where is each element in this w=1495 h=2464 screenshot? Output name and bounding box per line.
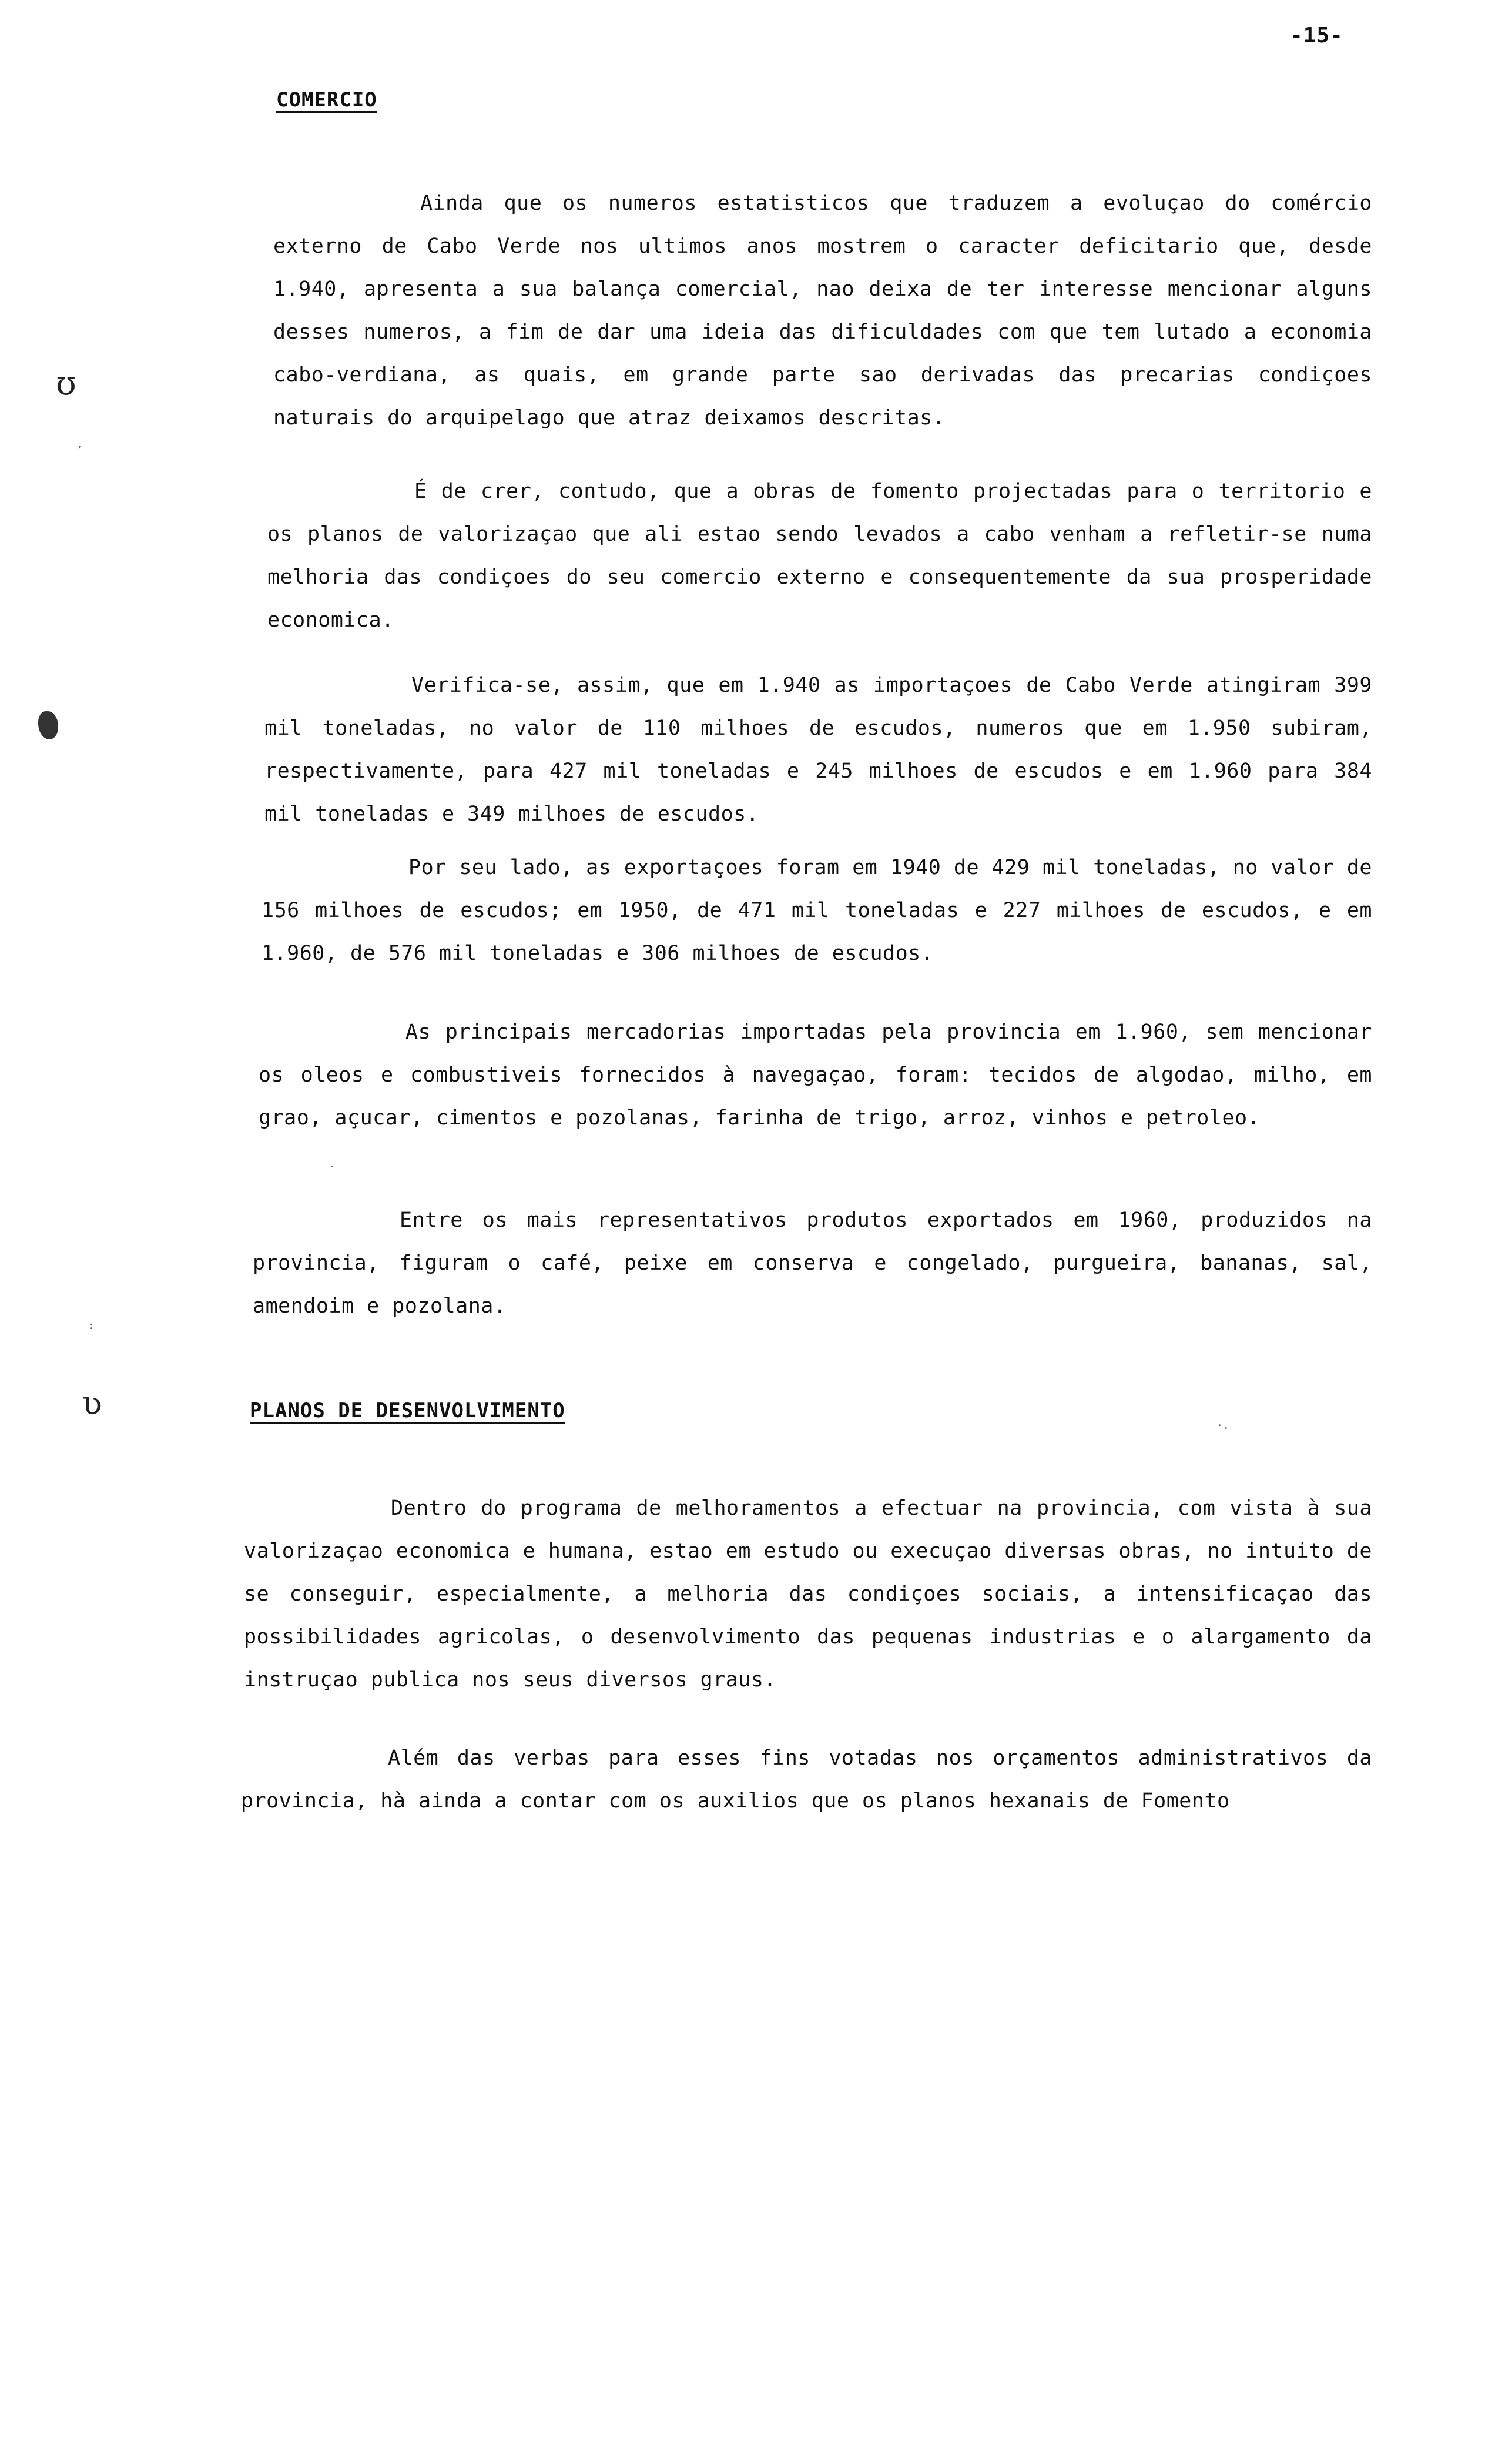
paragraph: Ainda que os numeros estatisticos que traduzem a evoluçao do comércio externo de Cabo Verde nos ultimos anos mostrem o caracter deficitario que, desde 1.940, apresenta a sua balança comercial, nao deixa de ter interesse mencionar alguns desses numeros, a fim de dar uma ideia das dificuldades com que tem lutado a economia cabo-verdiana, as quais, em grande parte sao derivadas das precarias condiçoes naturais do arquipelago que atraz deixamos descritas.: [273, 192, 1372, 430]
margin-blot: [38, 711, 58, 739]
paragraph: Dentro do programa de melhoramentos a efectuar na provincia, com vista à sua valorizaçao economica e humana, estao em estudo ou execuçao diversas obras, no intuito de se conseguir, especialmente, a melhoria das condiçoes sociais, a intensificaçao das possibilidades agricolas, o desenvolvimento das pequenas industrias e o alargamento da instruçao publica nos seus diversos graus.: [244, 1497, 1372, 1692]
paragraph: Entre os mais representativos produtos exportados em 1960, produzidos na provincia, figuram o café, peixe em conserva e congelado, purgueira, bananas, sal, amendoim e pozolana.: [253, 1208, 1372, 1318]
section-heading-comercio: COMERCIO: [276, 88, 377, 112]
section-heading-planos: PLANOS DE DESENVOLVIMENTO: [250, 1399, 565, 1422]
paragraph: Por seu lado, as exportaçoes foram em 1940 de 429 mil toneladas, no valor de 156 milhoes de escudos; em 1950, de 471 mil toneladas e 227 milhoes de escudos, e em 1.960, de 576 mil toneladas e 306 milhoes de escudos.: [262, 856, 1372, 965]
scan-speck: ·.: [1216, 1420, 1229, 1432]
paragraph: Verifica-se, assim, que em 1.940 as importaçoes de Cabo Verde atingiram 399 mil toneladas, no valor de 110 milhoes de escudos, numeros que em 1.950 subiram, respectivamente, para 427 mil toneladas e 245 milhoes de escudos e em 1.960 para 384 mil toneladas e 349 milhoes de escudos.: [264, 674, 1372, 826]
margin-mark: ʋ: [82, 1384, 103, 1422]
margin-mark: ʊ: [56, 364, 76, 403]
scan-speck: ·: [329, 1161, 336, 1173]
paragraph: Além das verbas para esses fins votadas nos orçamentos administrativos da provincia, hà ainda a contar com os auxilios que os planos hexanais de Fomento: [241, 1746, 1372, 1813]
scan-speck: :: [88, 1320, 95, 1332]
scan-speck: ‚: [76, 438, 83, 450]
paragraph: As principais mercadorias importadas pela provincia em 1.960, sem mencionar os oleos e combustiveis fornecidos à navegaçao, foram: tecidos de algodao, milho, em grao, açucar, cimentos e pozolanas, farinha de trigo, arroz, vinhos e petroleo.: [259, 1020, 1372, 1130]
paragraph: É de crer, contudo, que a obras de fomento projectadas para o territorio e os planos de valorizaçao que ali estao sendo levados a cabo venham a refletir-se numa melhoria das condiçoes do seu comercio externo e consequentemente da sua prosperidade economica.: [267, 480, 1372, 632]
page-number: -15-: [1290, 24, 1343, 48]
